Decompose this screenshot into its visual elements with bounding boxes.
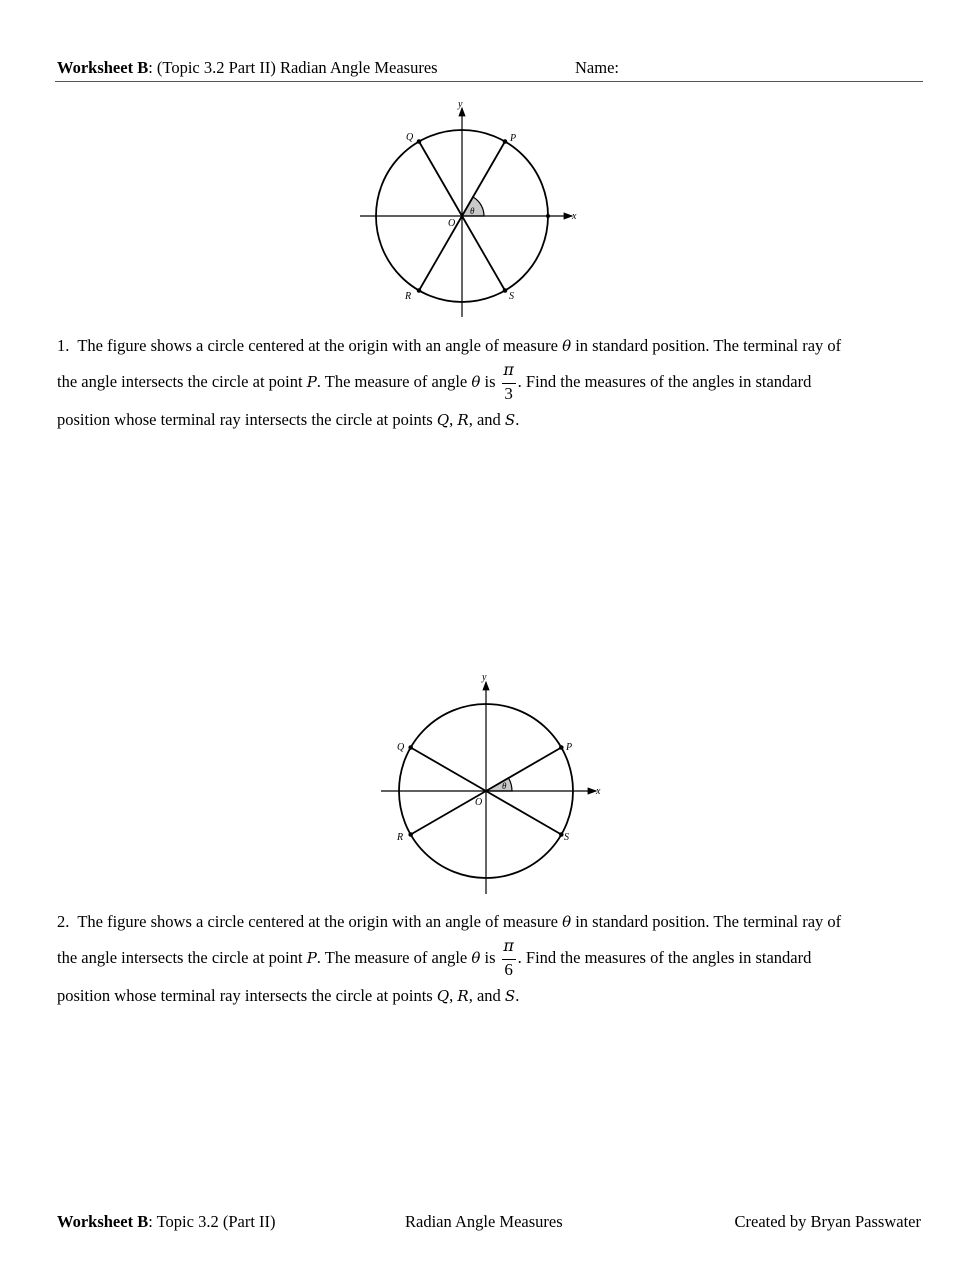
point-q-dot-1	[417, 139, 422, 144]
point-r-label-1: R	[405, 291, 412, 302]
header-title-bold: Worksheet B	[57, 58, 149, 77]
origin-label-1: O	[448, 218, 456, 229]
problem-2-fraction-denominator: 6	[504, 960, 513, 979]
point-q-label-2: Q	[397, 742, 405, 753]
footer-left	[57, 1212, 276, 1232]
header-title	[57, 58, 438, 78]
ray-r-1	[419, 216, 462, 291]
axis-label-x-2: x	[596, 786, 601, 797]
problem-1-text-c: the angle intersects the circle at point	[57, 372, 303, 391]
problem-1-fraction	[501, 360, 517, 403]
problem-2-text-a: The figure shows a circle centered at the origin with an angle of measure	[77, 912, 558, 931]
problem-2-point-p: P	[306, 949, 317, 967]
problem-1-period: .	[515, 410, 520, 429]
footer-left-rest: : Topic 3.2 (Part II)	[148, 1212, 276, 1231]
problem-2-text-e: . Find the measures of the angles in standard	[517, 948, 812, 967]
origin-label-2: O	[475, 797, 483, 808]
problem-1-text-d: . The measure of angle	[316, 372, 468, 391]
point-q-label-1: Q	[406, 132, 414, 143]
problem-2-point-r: R	[457, 987, 469, 1005]
x-intercept-dot-1	[546, 214, 550, 218]
problem-2-line-2	[57, 936, 917, 979]
problem-2-theta: θ	[562, 913, 572, 931]
ray-p-2	[486, 748, 561, 792]
problem-2-number: 2.	[57, 912, 70, 931]
point-q-dot-2	[408, 745, 413, 750]
axis-label-y-2: y	[482, 672, 487, 683]
problem-2-point-s: S	[504, 987, 516, 1005]
problem-1-is: is	[484, 372, 496, 391]
point-s-dot-2	[559, 832, 564, 837]
problem-2-line-1	[57, 904, 917, 940]
problem-1-point-p: P	[306, 373, 317, 391]
unit-circle-diagram-2	[364, 670, 624, 900]
problem-2-text-c: the angle intersects the circle at point	[57, 948, 303, 967]
problem-2-theta-2: θ	[471, 949, 481, 967]
problem-2-and: and	[476, 986, 501, 1005]
theta-label-2: θ	[502, 781, 507, 791]
problem-2-fraction	[501, 936, 517, 979]
problem-2-text-f: position whose terminal ray intersects the circle at points	[57, 986, 433, 1005]
problem-2-text-d: . The measure of angle	[316, 948, 468, 967]
axis-label-y-1: y	[458, 99, 463, 110]
problem-1-point-r: R	[457, 411, 469, 429]
ray-q-1	[419, 142, 462, 217]
axis-label-x-1: x	[572, 211, 577, 222]
problem-2-point-q: Q	[436, 987, 450, 1005]
problem-2	[57, 904, 917, 1014]
figure-2	[364, 670, 624, 900]
point-p-label-1: P	[510, 133, 517, 144]
problem-1-line-2	[57, 360, 917, 403]
header-divider	[55, 81, 923, 82]
figure-1	[340, 95, 600, 325]
problem-1-line-3: position whose terminal ray intersects the circle at points Q, R, and S.	[57, 410, 520, 429]
problem-1-text-b: in standard position. The terminal ray of	[575, 336, 842, 355]
problem-1-text-e: . Find the measures of the angles in standard	[517, 372, 812, 391]
problem-1-point-q: Q	[436, 411, 450, 429]
problem-1-point-s: S	[504, 411, 516, 429]
unit-circle-diagram-1	[340, 95, 600, 325]
ray-p-1	[462, 142, 505, 217]
problem-2-fraction-numerator: π	[503, 936, 514, 955]
page-footer	[57, 1212, 923, 1234]
problem-1-theta: θ	[562, 337, 572, 355]
point-s-dot-1	[503, 288, 508, 293]
point-p-dot-1	[503, 139, 508, 144]
problem-1-line-1	[57, 328, 917, 364]
problem-1-number: 1.	[57, 336, 70, 355]
problem-1-fraction-numerator: π	[503, 360, 514, 379]
page-header	[57, 58, 923, 80]
problem-2-text-b: in standard position. The terminal ray of	[575, 912, 842, 931]
point-p-dot-2	[559, 745, 564, 750]
problem-1-and: and	[476, 410, 501, 429]
point-s-label-2: S	[564, 832, 569, 843]
point-s-label-1: S	[509, 291, 514, 302]
footer-left-bold: Worksheet B	[57, 1212, 149, 1231]
problem-1-theta-2: θ	[471, 373, 481, 391]
point-r-dot-2	[408, 832, 413, 837]
point-p-label-2: P	[566, 742, 573, 753]
footer-right: Created by Bryan Passwater	[734, 1212, 921, 1231]
problem-1	[57, 328, 917, 438]
problem-2-period: .	[515, 986, 520, 1005]
problem-1-text-f: position whose terminal ray intersects the circle at points	[57, 410, 433, 429]
footer-middle: Radian Angle Measures	[405, 1212, 563, 1231]
theta-label-1: θ	[470, 206, 475, 216]
problem-1-fraction-denominator: 3	[504, 384, 513, 403]
point-r-dot-1	[417, 288, 422, 293]
problem-2-is: is	[484, 948, 496, 967]
ray-s-2	[486, 791, 561, 835]
header-title-rest: : (Topic 3.2 Part II) Radian Angle Measures	[148, 58, 438, 77]
name-label: Name:	[575, 58, 619, 77]
problem-2-line-3: position whose terminal ray intersects the circle at points Q, R, and S.	[57, 986, 520, 1005]
ray-s-1	[462, 216, 505, 291]
ray-q-2	[411, 748, 486, 792]
problem-1-text-a: The figure shows a circle centered at the origin with an angle of measure	[77, 336, 558, 355]
point-r-label-2: R	[397, 832, 404, 843]
